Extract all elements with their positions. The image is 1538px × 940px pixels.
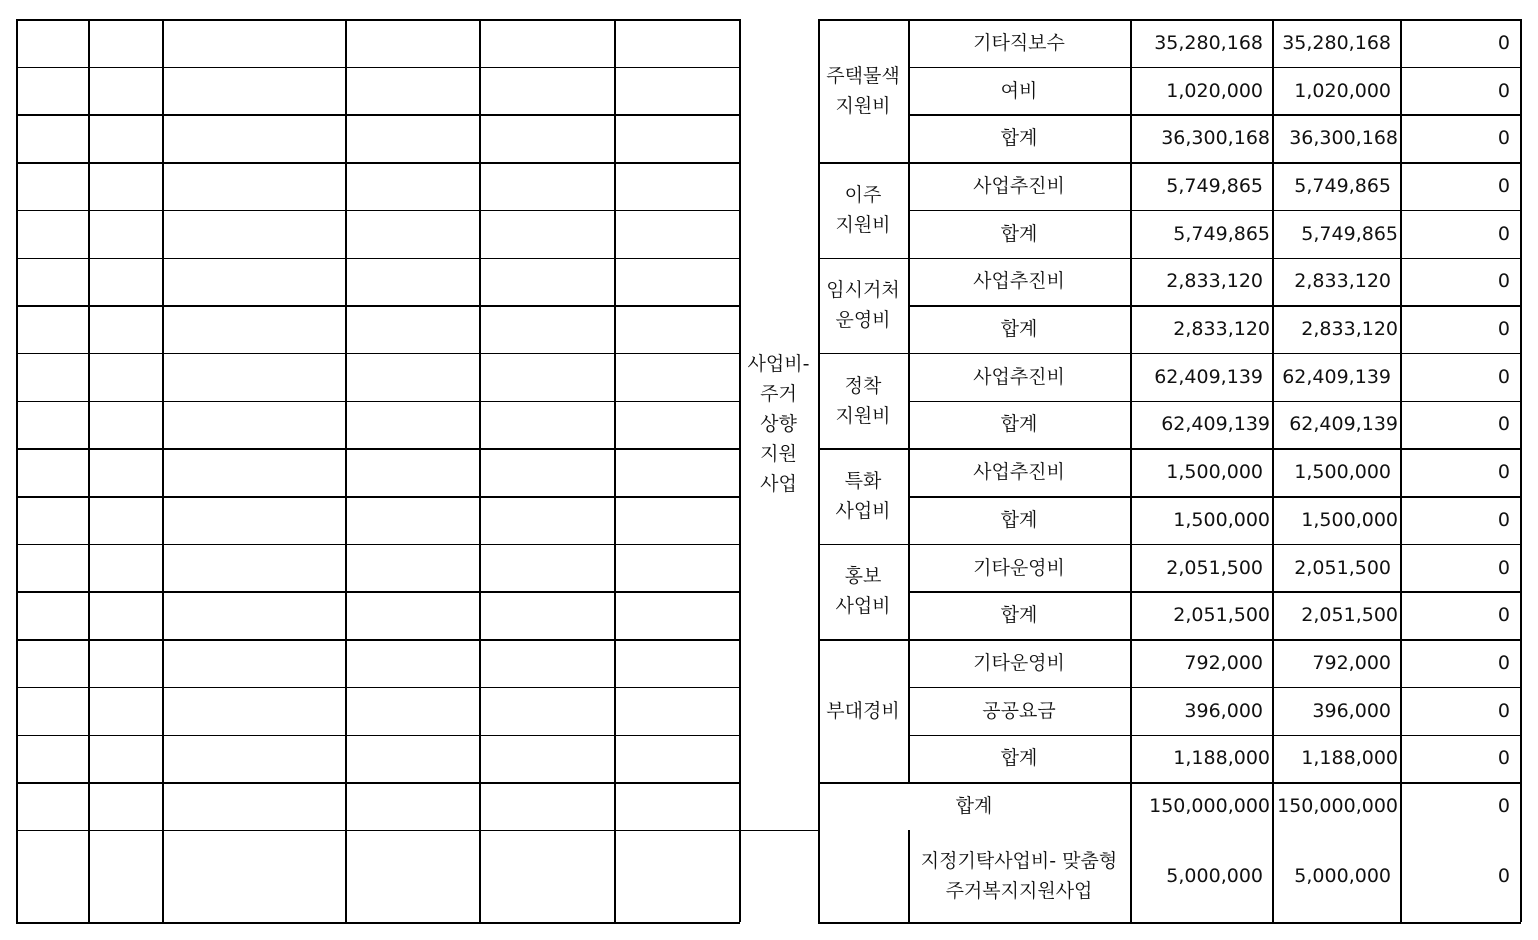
diff-value: 0: [1497, 318, 1510, 341]
left-grid-vline: [88, 19, 90, 922]
diff-cell: [1400, 639, 1520, 687]
spent-value: 1,500,000: [1294, 461, 1391, 484]
budget-cell: [1130, 353, 1272, 401]
section-name: [818, 258, 908, 353]
grand-total-text: 합계: [955, 795, 993, 818]
spent-cell: [1272, 19, 1400, 67]
budget-cell: [1130, 305, 1272, 353]
left-grid-hline: [16, 687, 740, 689]
subtotal-label: [908, 401, 1130, 449]
diff-cell: [1400, 448, 1520, 496]
diff-value: 0: [1497, 864, 1510, 887]
group-label-line: 사업비-: [747, 353, 810, 376]
budget-cell: [1130, 162, 1272, 210]
item-text: 합계: [1000, 604, 1038, 627]
diff-value: 0: [1497, 699, 1510, 722]
item-label: [908, 639, 1130, 687]
item-text: 합계: [1000, 413, 1038, 436]
item-text: 합계: [1000, 747, 1038, 770]
budget-value: 2,051,500: [1166, 556, 1263, 579]
grand-total-diff-value: 0: [1497, 795, 1510, 818]
diff-cell: [1400, 496, 1520, 544]
spent-cell: [1272, 305, 1400, 353]
budget-cell: [1130, 448, 1272, 496]
group-label-line: 주거: [760, 383, 797, 406]
diff-value: 0: [1497, 651, 1510, 674]
section-name: [818, 639, 908, 782]
left-grid-hline: [16, 162, 740, 164]
diff-value: 0: [1497, 604, 1510, 627]
subtotal-label: [908, 735, 1130, 783]
left-grid-vline: [162, 19, 164, 922]
budget-value: 396,000: [1184, 699, 1263, 722]
budget-value: 36,300,168: [1161, 127, 1270, 150]
left-grid-hline: [16, 67, 740, 69]
grand-total-spent: [1272, 782, 1400, 830]
budget-value: 1,500,000: [1166, 461, 1263, 484]
spent-value: 35,280,168: [1282, 31, 1391, 54]
section-name-line: 지원비: [835, 94, 891, 117]
budget-value: 2,833,120: [1173, 318, 1270, 341]
item-text: 기타운영비: [973, 651, 1065, 674]
designated-item-line: 지정기탁사업비- 맞춤형: [920, 849, 1118, 872]
budget-cell: [1130, 830, 1272, 922]
connector-hline: [739, 830, 818, 832]
subtotal-label: [908, 114, 1130, 162]
section-name: [818, 353, 908, 448]
section-name: [818, 162, 908, 257]
item-label: [908, 687, 1130, 735]
item-text: 합계: [1000, 127, 1038, 150]
diff-cell: [1400, 162, 1520, 210]
section-name-line: 지원비: [835, 404, 891, 427]
spent-cell: [1272, 67, 1400, 115]
spent-cell: [1272, 496, 1400, 544]
left-grid-hline: [16, 448, 740, 450]
spent-value: 36,300,168: [1289, 127, 1398, 150]
spent-value: 1,020,000: [1294, 79, 1391, 102]
grand-total-budget: [1130, 782, 1272, 830]
diff-cell: [1400, 19, 1520, 67]
spent-value: 5,000,000: [1294, 864, 1391, 887]
diff-value: 0: [1497, 461, 1510, 484]
section-name-line: 특화: [844, 469, 882, 492]
item-label: [908, 258, 1130, 306]
budget-cell: [1130, 591, 1272, 639]
group-label: [739, 19, 818, 830]
spent-cell: [1272, 544, 1400, 592]
group-label-line: 지원: [760, 443, 797, 466]
spent-cell: [1272, 830, 1400, 922]
diff-value: 0: [1497, 31, 1510, 54]
budget-cell: [1130, 687, 1272, 735]
group-label-line: 상향: [760, 413, 797, 436]
left-grid-hline: [16, 922, 740, 924]
left-grid-vline: [614, 19, 616, 922]
item-label: [908, 448, 1130, 496]
item-text: 사업추진비: [973, 270, 1065, 293]
section-name-line: 사업비: [835, 595, 891, 618]
diff-cell: [1400, 687, 1520, 735]
budget-value: 5,749,865: [1166, 174, 1263, 197]
spent-cell: [1272, 258, 1400, 306]
budget-value: 1,500,000: [1173, 508, 1270, 531]
item-label: [908, 162, 1130, 210]
left-grid-hline: [16, 258, 740, 260]
budget-cell: [1130, 639, 1272, 687]
item-text: 합계: [1000, 222, 1038, 245]
budget-value: 792,000: [1184, 651, 1263, 674]
subtotal-label: [908, 210, 1130, 258]
left-grid-hline: [16, 639, 740, 641]
spent-cell: [1272, 687, 1400, 735]
left-grid-hline: [16, 782, 740, 784]
budget-cell: [1130, 401, 1272, 449]
spent-cell: [1272, 735, 1400, 783]
spent-cell: [1272, 591, 1400, 639]
budget-value: 35,280,168: [1154, 31, 1263, 54]
section-name-line: 운영비: [835, 309, 891, 332]
item-text: 기타직보수: [973, 31, 1065, 54]
diff-cell: [1400, 210, 1520, 258]
group-label-line: 사업: [760, 473, 797, 496]
diff-value: 0: [1497, 174, 1510, 197]
subtotal-label: [908, 305, 1130, 353]
item-text: 합계: [1000, 318, 1038, 341]
budget-value: 62,409,139: [1154, 365, 1263, 388]
left-grid-vline: [479, 19, 481, 922]
diff-value: 0: [1497, 270, 1510, 293]
subtotal-label: [908, 591, 1130, 639]
section-name-line: 이주: [844, 183, 882, 206]
diff-cell: [1400, 258, 1520, 306]
spent-value: 1,188,000: [1301, 747, 1398, 770]
spent-cell: [1272, 210, 1400, 258]
section-name: [818, 448, 908, 543]
item-label: [908, 67, 1130, 115]
designated-item-label: [908, 830, 1130, 922]
diff-value: 0: [1497, 508, 1510, 531]
spent-cell: [1272, 401, 1400, 449]
section-name-line: 지원비: [835, 213, 891, 236]
section-name-line: 주택물색: [826, 64, 900, 87]
right-grid-vline: [1520, 19, 1522, 922]
section-name-line: 임시거처: [826, 279, 900, 302]
left-grid-hline: [16, 19, 740, 21]
grand-total-label: [818, 782, 1130, 830]
item-text: 여비: [1000, 79, 1038, 102]
section-name: [818, 19, 908, 162]
subtotal-label: [908, 496, 1130, 544]
diff-value: 0: [1497, 413, 1510, 436]
diff-cell: [1400, 591, 1520, 639]
grand-total-budget-value: 150,000,000: [1149, 795, 1270, 818]
left-grid-hline: [16, 591, 740, 593]
diff-value: 0: [1497, 127, 1510, 150]
left-grid-hline: [16, 353, 740, 355]
item-label: [908, 353, 1130, 401]
budget-cell: [1130, 210, 1272, 258]
item-text: 공공요금: [982, 699, 1056, 722]
item-text: 기타운영비: [973, 556, 1065, 579]
budget-value: 5,000,000: [1166, 864, 1263, 887]
left-grid-hline: [16, 210, 740, 212]
diff-value: 0: [1497, 365, 1510, 388]
left-grid-hline: [16, 305, 740, 307]
grand-total-diff: [1400, 782, 1520, 830]
left-grid-vline: [16, 19, 18, 922]
section-name: [818, 544, 908, 639]
designated-item-line: 주거복지지원사업: [945, 879, 1093, 902]
spent-value: 62,409,139: [1289, 413, 1398, 436]
left-grid-hline: [16, 401, 740, 403]
diff-value: 0: [1497, 556, 1510, 579]
budget-value: 5,749,865: [1173, 222, 1270, 245]
spent-cell: [1272, 162, 1400, 210]
diff-cell: [1400, 401, 1520, 449]
diff-cell: [1400, 305, 1520, 353]
section-name-line: 사업비: [835, 499, 891, 522]
diff-cell: [1400, 353, 1520, 401]
budget-cell: [1130, 735, 1272, 783]
spent-value: 2,051,500: [1301, 604, 1398, 627]
budget-value: 2,833,120: [1166, 270, 1263, 293]
diff-value: 0: [1497, 747, 1510, 770]
budget-cell: [1130, 114, 1272, 162]
left-grid-hline: [16, 496, 740, 498]
budget-value: 1,020,000: [1166, 79, 1263, 102]
spent-value: 2,051,500: [1294, 556, 1391, 579]
budget-cell: [1130, 67, 1272, 115]
left-grid-hline: [16, 544, 740, 546]
diff-cell: [1400, 67, 1520, 115]
left-grid-hline: [16, 735, 740, 737]
budget-cell: [1130, 496, 1272, 544]
spent-value: 396,000: [1312, 699, 1391, 722]
item-label: [908, 19, 1130, 67]
item-text: 사업추진비: [973, 365, 1065, 388]
budget-value: 1,188,000: [1173, 747, 1270, 770]
section-name-line: 부대경비: [826, 699, 900, 722]
spent-value: 62,409,139: [1282, 365, 1391, 388]
budget-cell: [1130, 19, 1272, 67]
spent-cell: [1272, 353, 1400, 401]
spent-cell: [1272, 639, 1400, 687]
spent-cell: [1272, 448, 1400, 496]
diff-cell: [1400, 114, 1520, 162]
spent-value: 792,000: [1312, 651, 1391, 674]
budget-cell: [1130, 258, 1272, 306]
section-name-line: 정착: [844, 374, 882, 397]
spent-value: 5,749,865: [1301, 222, 1398, 245]
grand-total-spent-value: 150,000,000: [1277, 795, 1398, 818]
item-label: [908, 544, 1130, 592]
diff-value: 0: [1497, 79, 1510, 102]
item-text: 합계: [1000, 508, 1038, 531]
spent-cell: [1272, 114, 1400, 162]
budget-cell: [1130, 544, 1272, 592]
diff-value: 0: [1497, 222, 1510, 245]
diff-cell: [1400, 544, 1520, 592]
diff-cell: [1400, 830, 1520, 922]
item-text: 사업추진비: [973, 174, 1065, 197]
budget-value: 62,409,139: [1161, 413, 1270, 436]
spent-value: 5,749,865: [1294, 174, 1391, 197]
spent-value: 2,833,120: [1294, 270, 1391, 293]
right-grid-hline: [818, 922, 1521, 924]
left-grid-vline: [345, 19, 347, 922]
budget-value: 2,051,500: [1173, 604, 1270, 627]
spent-value: 2,833,120: [1301, 318, 1398, 341]
section-name-line: 홍보: [844, 565, 882, 588]
item-text: 사업추진비: [973, 461, 1065, 484]
left-grid-hline: [16, 830, 740, 832]
spent-value: 1,500,000: [1301, 508, 1398, 531]
diff-cell: [1400, 735, 1520, 783]
left-grid-hline: [16, 114, 740, 116]
